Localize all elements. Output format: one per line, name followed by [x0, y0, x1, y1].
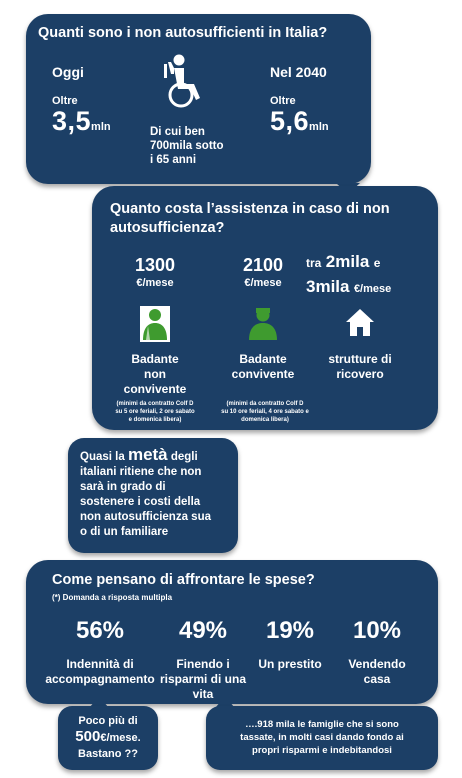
cost1-note-line: su 5 ore feriali, 2 ore sabato: [115, 409, 195, 415]
section2-title-line: autosufficienza?: [110, 220, 225, 236]
elderly-note: [150, 125, 224, 167]
section3-line: sostenere i costi della: [80, 496, 201, 508]
today-figure: [52, 106, 111, 137]
cost3-prefix: tra: [306, 256, 322, 270]
elderly-note-line: i 65 anni: [150, 154, 197, 166]
option-prestito: [245, 617, 335, 672]
cost3-label-line: strutture di: [328, 352, 392, 366]
section3-line: italiani ritiene che non: [80, 466, 202, 478]
section3-prefix: Quasi la: [80, 451, 125, 463]
cost1-value: 1300: [134, 255, 176, 275]
cost3-low: 2mila: [325, 252, 370, 271]
callout-right-line: tassate, in molti casi dando fondo ai: [240, 732, 404, 743]
option-accompagnamento: [40, 617, 160, 687]
cost1-label-line: convivente: [123, 382, 187, 396]
today-label: Oggi: [52, 64, 84, 80]
cost2-note: [208, 400, 322, 424]
section3-emph: metà: [127, 445, 168, 464]
option-label-line: Vendendo: [348, 657, 406, 671]
callout-left-unit: €/mese.: [100, 732, 141, 744]
cost1-note: [98, 400, 212, 424]
callout-right-text: [206, 718, 438, 757]
option-pct: 49%: [178, 617, 228, 644]
callout-left-line: Poco più di: [78, 715, 138, 727]
callout-left-line: Bastano ??: [78, 748, 138, 760]
future-prefix: Oltre: [270, 95, 296, 107]
cost1-note-line: e domenica libera): [128, 417, 182, 423]
section2-title: [110, 200, 430, 238]
future-figure: [270, 106, 329, 137]
section4-title: Come pensano di affrontare le spese?: [52, 572, 315, 588]
section1-title: Quanti sono i non autosufficienti in Italia?: [38, 25, 328, 41]
cost1-label-line: Badante: [131, 352, 179, 366]
cost2-label-line: convivente: [231, 367, 295, 381]
cost2-label: [208, 352, 318, 382]
cost2-label-line: Badante: [239, 352, 287, 366]
option-label-line: risparmi di una: [159, 672, 247, 686]
cost1-note-line: (minimi da contratto Colf D: [116, 401, 194, 407]
option-label-line: Indennità di: [66, 657, 134, 671]
today-prefix: Oltre: [52, 95, 78, 107]
section3-suffix: degli: [170, 451, 198, 463]
option-label-line: Finendo i: [176, 657, 230, 671]
cost2-note-line: domenica libera): [241, 417, 289, 423]
caregiver-icon: [140, 306, 170, 342]
future-label: Nel 2040: [270, 64, 327, 80]
wheelchair-icon: [160, 54, 208, 110]
cost3-label-line: ricovero: [336, 367, 384, 381]
cost3-range: [306, 250, 434, 301]
house-icon: [344, 306, 376, 338]
option-label-line: vita: [192, 687, 214, 701]
today-value: 3,5: [52, 106, 92, 136]
option-label: [40, 657, 160, 687]
cost2-note-line: su 10 ore feriali, 4 ore sabato e: [221, 409, 309, 415]
elderly-note-line: 700mila sotto: [150, 140, 224, 152]
option-label: [158, 657, 248, 702]
option-vendendo-casa: [332, 617, 422, 687]
elderly-note-line: Di cui ben: [150, 126, 205, 138]
future-value: 5,6: [270, 106, 310, 136]
section4-footnote: (*) Domanda a risposta multipla: [52, 593, 173, 602]
cost2-note-line: (minimi da contratto Colf D: [226, 401, 304, 407]
cost1-label: [100, 352, 210, 397]
option-pct: 10%: [352, 617, 402, 644]
cost2-unit: €/mese: [244, 277, 282, 289]
cost3-label: [305, 352, 415, 382]
option-label-line: accompagnamento: [45, 672, 155, 686]
callout-right-line: propri risparmi e indebitandosi: [252, 745, 392, 756]
callout-left-text: [58, 713, 158, 762]
future-unit: mln: [309, 121, 329, 133]
cost1-unit: €/mese: [136, 277, 174, 289]
cost3-range-line2: [306, 275, 434, 301]
option-label: [332, 657, 422, 687]
callout-left-amount: [58, 729, 158, 746]
option-label-line: Un prestito: [258, 657, 322, 671]
option-pct: 56%: [75, 617, 125, 644]
section3-line: [80, 447, 236, 465]
caregiver-icon: [245, 306, 281, 342]
section3-text: [80, 447, 236, 540]
option-pct: 19%: [265, 617, 315, 644]
option-label-line: casa: [363, 672, 391, 686]
cost1-label-line: non: [144, 367, 166, 381]
option-label: [245, 657, 335, 672]
cost3-and: e: [373, 256, 381, 270]
section3-line: o di un familiare: [80, 526, 169, 538]
cost3-unit: €/mese: [353, 283, 392, 295]
cost2-value: 2100: [242, 255, 284, 275]
cost3-high: 3mila: [306, 277, 350, 296]
section2-title-line: Quanto costa l’assistenza in caso di non: [110, 201, 390, 217]
section3-line: sarà in grado di: [80, 481, 166, 493]
callout-right-line: ….918 mila le famiglie che si sono: [245, 719, 399, 730]
option-risparmi: [158, 617, 248, 702]
cost3-range-line1: [306, 250, 434, 275]
callout-left-value: 500: [75, 728, 101, 745]
section3-line: non autosufficienza sua: [80, 511, 211, 523]
today-unit: mln: [91, 121, 111, 133]
